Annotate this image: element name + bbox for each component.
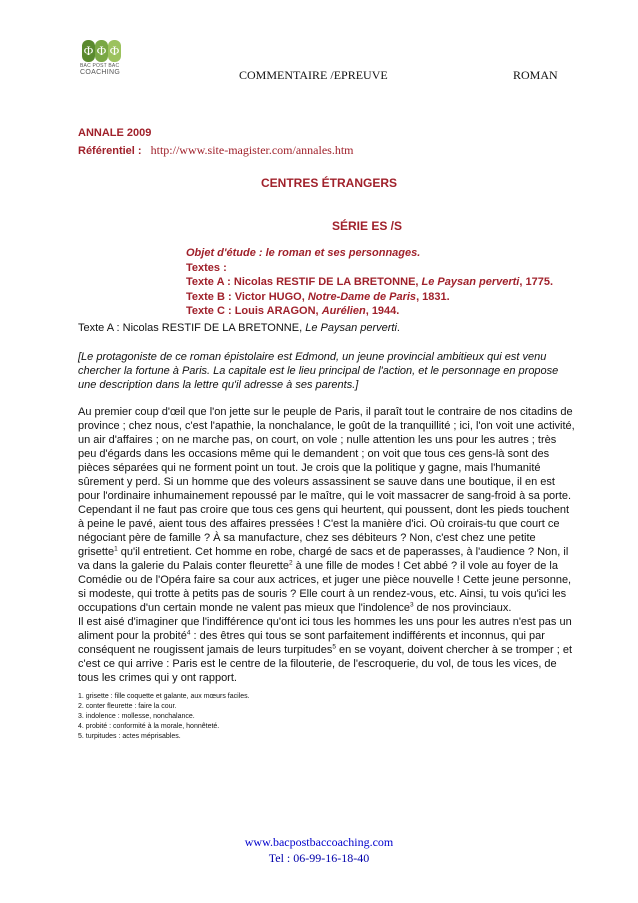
text-a-heading-title: Le Paysan perverti [305, 322, 397, 334]
text-a-heading [78, 322, 400, 334]
texte-c-author: Texte C : Louis ARAGON, [186, 305, 322, 317]
logo-brand-name: COACHING [80, 69, 121, 76]
texte-b-year: , 1831. [416, 290, 450, 303]
body-line: sûrement y perd. Si un homme que des voleurs assassinent se sauve dans une boutique, il en est [78, 476, 555, 488]
body-line [78, 601, 558, 615]
body-line: un air d'affaires ; on ne marche pas, on court, on vole ; nulle attention les uns pour les autres ; très [78, 434, 557, 446]
body-fragment: conséquent ne rougissent jamais de leurs turpitudes [78, 644, 333, 656]
logo-brand-line: BAC POST BAC [80, 63, 120, 69]
body-line: peu d'égards dans les occasions même qui le demandent ; on voit que tous ces gens-là sont des [78, 448, 550, 460]
texte-a-ref [186, 275, 553, 290]
serie-title: SÉRIE ES /S [331, 219, 403, 233]
objet-etude: Objet d'étude : le roman et ses personnages. [186, 247, 421, 259]
textes-label: Textes : [186, 261, 227, 274]
footnote-5: 5. turpitudes : actes méprisables. [78, 733, 181, 740]
footnote-1: 1. grisette : fille coquette et galante, aux mœurs faciles. [78, 693, 250, 700]
footnote-4: 4. probité : conformité à la morale, honnêteté. [78, 723, 220, 730]
body-line: Cependant il ne faut pas croire que tous ces gens qui heurtent, qui poussent, dont les pieds touchent [78, 504, 570, 516]
texte-c-ref [186, 304, 553, 319]
texte-b-ref [186, 290, 553, 305]
body-fragment: : des êtres qui tous se sont parfaitement indifférents et inconnus, qui par [190, 630, 545, 642]
annale-label: ANNALE 2009 [78, 127, 152, 139]
logo [78, 40, 124, 76]
body-line: pour l'ordinaire inhumainement repoussé par le maître, qui le voit massacrer de sang-froid à sa porte. [78, 490, 572, 502]
body-fragment: qu'il entretient. Cet homme en robe, chargé de sacs et de paperasses, à l'audience ? Non, il [117, 546, 569, 558]
footer-website-link[interactable]: www.bacpostbaccoaching.com [244, 835, 394, 849]
footnote-ref-5: 5 [332, 643, 336, 651]
body-line [78, 629, 558, 643]
intro-line: chercher la fortune à Paris. La capitale est le lieu principal de l'action, et le personnage en propose [78, 365, 559, 377]
body-line: à peine le pavé, aient tous des affaires pressées ! C'est la manière d'ici. Où croirais-tu que court ce [78, 518, 560, 530]
logo-phi-mark: Φ [82, 40, 95, 62]
referentiel-label: Référentiel : [78, 145, 142, 157]
texte-c-year: , 1944. [365, 305, 400, 317]
texte-a-author: Texte A : Nicolas RESTIF DE LA BRETONNE, [186, 276, 422, 288]
body-line: tous les crimes qui y ont rapport. [78, 672, 237, 684]
footnote-ref-3: 3 [409, 601, 414, 609]
footnote-ref-4: 4 [186, 629, 191, 637]
text-a-heading-suffix: . [396, 322, 400, 334]
logo-phi-mark-3: Φ [108, 40, 121, 62]
body-line: c'est ce qui arrive : Paris est le centre de la filouterie, de l'escroquerie, du vol, de tous les vices, de [78, 658, 557, 670]
centres-title: CENTRES ÉTRANGERS [260, 176, 397, 190]
footnote-ref-1: 1 [114, 545, 118, 553]
body-line: si modeste, qui trotte à petits pas de souris ? Elle court à un rendez-vous, etc. Ainsi, tu vois qu'ici les [78, 588, 567, 600]
text-a-intro [78, 350, 558, 392]
body-fragment: grisette [78, 546, 115, 558]
body-line: Comédie ou de l'Opéra faire sa cour aux actrices, et juger une pièce nouvelle ! Cette jeune personne, [78, 574, 572, 586]
texte-a-year: , 1775. [519, 276, 554, 288]
body-line: province ; chez nous, c'est l'apathie, la nonchalance, le goût de la tranquillité ; ici, l'on voit une activité, [78, 420, 575, 432]
body-fragment: aliment pour la probité [78, 630, 187, 642]
texte-b-title: Notre-Dame de Paris [307, 290, 417, 303]
body-fragment: occupations d'un certain monde ne valent pas mieux que l'indolence [78, 602, 410, 614]
body-fragment: de nos provinciaux. [413, 602, 512, 614]
body-line: pièces séparées qui ne forment point un tout. Je crois que la politique y gagne, mais l'humanité [78, 462, 541, 474]
body-line [78, 643, 573, 657]
body-line [78, 545, 569, 559]
body-line: Il est aisé d'imaginer que l'indifférence qu'ont ici tous les hommes les uns pour les autres n'est pas un [78, 616, 572, 628]
referentiel-link[interactable]: http://www.site-magister.com/annales.htm [150, 143, 354, 157]
body-line [78, 559, 558, 573]
body-line: négociant père de famille ? À sa manufacture, chez ses débiteurs ? Non, c'est chez une petite [78, 532, 536, 544]
text-a-body [78, 405, 575, 685]
texte-b-author: Texte B : Victor HUGO, [186, 290, 308, 303]
header-title: COMMENTAIRE /EPREUVE [239, 68, 388, 82]
footnote-ref-2: 2 [288, 559, 293, 567]
footnote-3: 3. indolence : mollesse, nonchalance. [78, 713, 195, 720]
texte-c-title: Aurélien [321, 305, 366, 317]
texte-a-title: Le Paysan perverti [421, 276, 520, 288]
corpus-block [186, 246, 553, 319]
body-fragment: à une fille de modes ! Cet abbé ? il vole au foyer de la [292, 560, 558, 572]
intro-line: [Le protagoniste de ce roman épistolaire est Edmond, un jeune provincial ambitieux qui est venu [78, 351, 547, 363]
intro-line: une description dans la lettre qu'il adresse à ses parents.] [78, 379, 359, 391]
header-genre: ROMAN [513, 68, 558, 82]
body-line: Au premier coup d'œil que l'on jette sur le peuple de Paris, il paraît tout le contraire de nos citadins de [78, 406, 573, 418]
body-fragment: en se voyant, doivent chercher à se tromper ; et [336, 644, 573, 656]
footer-phone: Tel : 06-99-16-18-40 [268, 851, 370, 865]
footnote-2: 2. conter fleurette : faire la cour. [78, 703, 177, 710]
logo-phi-mark-2: Φ [95, 40, 108, 62]
body-fragment: va dans la galerie du Palais conter fleurette [78, 560, 289, 572]
referentiel [78, 143, 354, 158]
text-a-heading-author: Texte A : Nicolas RESTIF DE LA BRETONNE, [78, 322, 306, 334]
